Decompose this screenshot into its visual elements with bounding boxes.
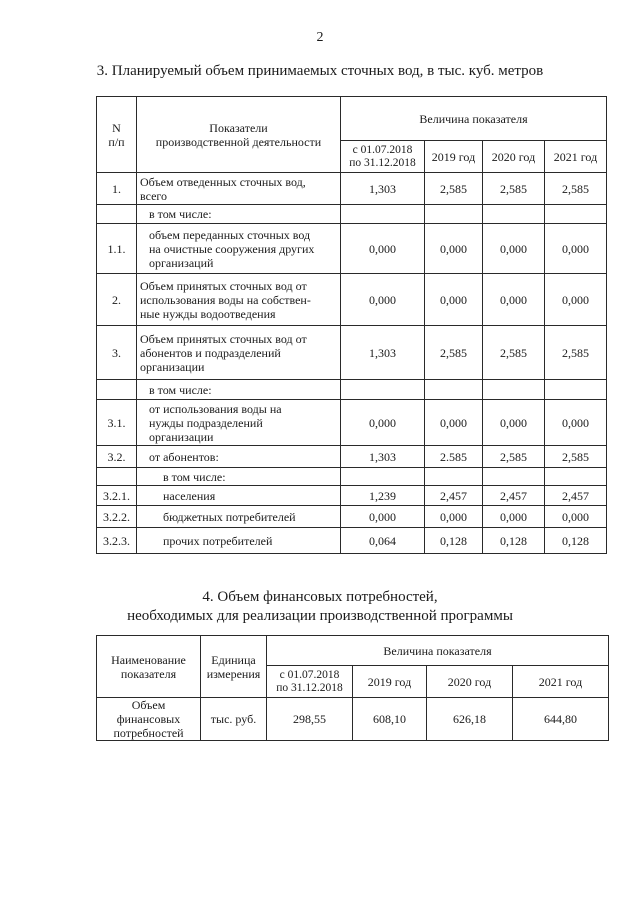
row-value: 0,064 <box>341 528 425 554</box>
financial-needs-table <box>96 635 609 741</box>
row-value: 298,55 <box>267 698 353 741</box>
row-value: 0,000 <box>483 224 545 274</box>
row-value <box>545 205 607 224</box>
row-value <box>545 380 607 400</box>
row-value: 2.585 <box>425 446 483 468</box>
wastewater-volume-table <box>96 96 607 554</box>
row-value: 2,457 <box>545 486 607 506</box>
row-num: 2. <box>97 274 137 326</box>
row-num: 3.2.2. <box>97 506 137 528</box>
row-value: 0,000 <box>341 274 425 326</box>
row-name: Объем принятых сточных вод от абонентов и подразделений организации <box>137 326 341 380</box>
row-value <box>341 468 425 486</box>
row-value: 0,000 <box>425 400 483 446</box>
row-value: 0,000 <box>545 400 607 446</box>
row-value: 0,128 <box>545 528 607 554</box>
row-value: 2,585 <box>425 326 483 380</box>
table-row <box>97 326 607 380</box>
row-name: от абонентов: <box>137 446 341 468</box>
row-value <box>341 380 425 400</box>
row-value: 2,585 <box>545 446 607 468</box>
table-row <box>97 380 607 400</box>
table2-title-line2: необходимых для реализации производственной программы <box>127 608 513 624</box>
row-value <box>425 380 483 400</box>
row-value: 1,239 <box>341 486 425 506</box>
table-row <box>97 400 607 446</box>
table2-title-line1: 4. Объем финансовых потребностей, <box>202 589 438 605</box>
row-name: Объем отведенных сточных вод, всего <box>137 173 341 205</box>
row-value: 1,303 <box>341 173 425 205</box>
row-value: 0,000 <box>341 506 425 528</box>
row-value: 2,457 <box>483 486 545 506</box>
table2-title <box>0 588 640 626</box>
row-num: 3.2.1. <box>97 486 137 506</box>
row-name: прочих потребителей <box>137 528 341 554</box>
row-value: 626,18 <box>427 698 513 741</box>
row-value: 608,10 <box>353 698 427 741</box>
row-name: Объем финансовых потребностей <box>97 698 201 741</box>
row-name: в том числе: <box>137 205 341 224</box>
header-value-group: Величина показателя <box>267 636 609 666</box>
row-value: 0,000 <box>341 400 425 446</box>
row-value: 2,585 <box>483 326 545 380</box>
row-value: 0,000 <box>483 400 545 446</box>
header-period-4: 2021 год <box>545 141 607 173</box>
table-row <box>97 446 607 468</box>
row-num <box>97 205 137 224</box>
header-period-4: 2021 год <box>513 666 609 698</box>
table-row <box>97 468 607 486</box>
row-num: 1. <box>97 173 137 205</box>
row-name: Объем принятых сточных вод от использования воды на собствен- ные нужды водоотведения <box>137 274 341 326</box>
row-value: 0,000 <box>545 274 607 326</box>
row-num <box>97 468 137 486</box>
table-row <box>97 205 607 224</box>
row-value: 644,80 <box>513 698 609 741</box>
header-unit: Единица измерения <box>201 636 267 698</box>
row-value: 1,303 <box>341 446 425 468</box>
table-row <box>97 698 609 741</box>
row-num: 3. <box>97 326 137 380</box>
row-value: 0,000 <box>483 274 545 326</box>
row-num <box>97 380 137 400</box>
header-period-3: 2020 год <box>483 141 545 173</box>
row-value <box>483 468 545 486</box>
table-row <box>97 173 607 205</box>
table-row <box>97 528 607 554</box>
header-name: Наименование показателя <box>97 636 201 698</box>
header-indicator: Показатели производственной деятельности <box>137 97 341 173</box>
table-row <box>97 224 607 274</box>
row-value: 0,128 <box>483 528 545 554</box>
row-value <box>425 468 483 486</box>
table-row <box>97 506 607 528</box>
row-value: 0,000 <box>545 224 607 274</box>
row-value: 2,585 <box>425 173 483 205</box>
header-period-2: 2019 год <box>353 666 427 698</box>
table-row <box>97 486 607 506</box>
header-value-group: Величина показателя <box>341 97 607 141</box>
row-value <box>483 380 545 400</box>
row-value: 1,303 <box>341 326 425 380</box>
row-value <box>425 205 483 224</box>
row-value: 2,457 <box>425 486 483 506</box>
row-value: 0,000 <box>425 506 483 528</box>
row-value <box>341 205 425 224</box>
header-period-3: 2020 год <box>427 666 513 698</box>
row-unit: тыс. руб. <box>201 698 267 741</box>
header-period-1: с 01.07.2018 по 31.12.2018 <box>341 141 425 173</box>
row-name: бюджетных потребителей <box>137 506 341 528</box>
header-period-1: с 01.07.2018 по 31.12.2018 <box>267 666 353 698</box>
row-value: 0,000 <box>483 506 545 528</box>
row-value <box>545 468 607 486</box>
row-value: 0,128 <box>425 528 483 554</box>
row-name: населения <box>137 486 341 506</box>
row-num: 1.1. <box>97 224 137 274</box>
table1-title: 3. Планируемый объем принимаемых сточных вод, в тыс. куб. метров <box>96 63 544 79</box>
row-value: 0,000 <box>341 224 425 274</box>
table-row <box>97 274 607 326</box>
row-name: в том числе: <box>137 380 341 400</box>
row-num: 3.2. <box>97 446 137 468</box>
row-value: 0,000 <box>425 224 483 274</box>
row-num: 3.2.3. <box>97 528 137 554</box>
header-period-2: 2019 год <box>425 141 483 173</box>
row-value: 2,585 <box>545 326 607 380</box>
row-value: 2,585 <box>483 446 545 468</box>
row-value <box>483 205 545 224</box>
page-number: 2 <box>316 30 324 45</box>
row-name: от использования воды на нужды подразделений организации <box>137 400 341 446</box>
row-name: объем переданных сточных вод на очистные сооружения других организаций <box>137 224 341 274</box>
row-value: 2,585 <box>545 173 607 205</box>
row-value: 0,000 <box>425 274 483 326</box>
row-value: 0,000 <box>545 506 607 528</box>
row-value: 2,585 <box>483 173 545 205</box>
row-num: 3.1. <box>97 400 137 446</box>
row-name: в том числе: <box>137 468 341 486</box>
header-num: N п/п <box>97 97 137 173</box>
